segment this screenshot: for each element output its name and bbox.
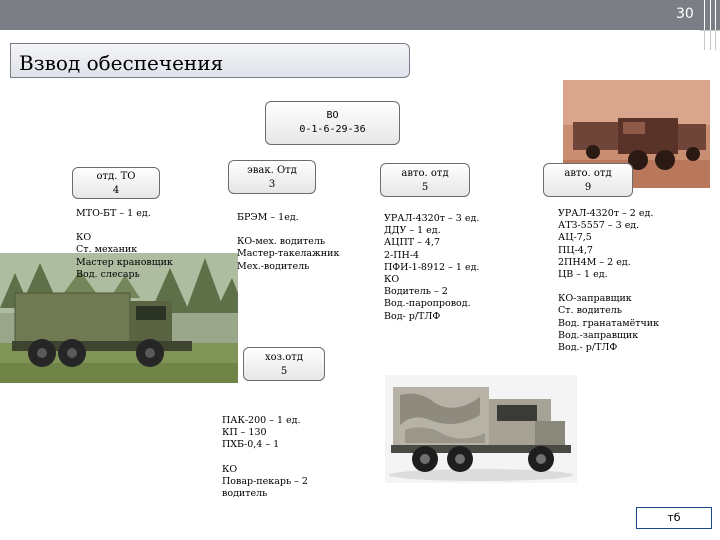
vo-numbers: 0-1-6-29-36 (299, 124, 366, 135)
list-item: БРЭМ – 1ед. (237, 212, 299, 223)
list-item: АЦПТ – 4,7 (384, 237, 440, 249)
list-item (237, 224, 339, 236)
list-item: Вод.-паропровод. (384, 298, 471, 310)
page-number: 30 (676, 6, 694, 22)
list-item: КО (384, 274, 400, 286)
list-item: Вод. гранатамётчик (558, 317, 660, 329)
list-item: ЦВ – 1 ед. (558, 269, 608, 281)
unit-evak-count: 3 (268, 179, 276, 190)
list-item: КО (222, 463, 238, 475)
unit-hoz-label: хоз.отд (264, 352, 303, 363)
unit-avto9-box (543, 163, 633, 197)
list-item: Мастер крановщик (76, 256, 173, 268)
list-item: Вод.- р/ТЛФ (558, 342, 618, 354)
list-item: КО-мех. водитель (237, 236, 326, 248)
list-item: Мастер-такелажник (237, 248, 340, 260)
list-item: ПФИ-1-8912 – 1 ед. (384, 261, 480, 273)
unit-avto5-label: авто. отд (401, 168, 449, 179)
list-item: УРАЛ-4320т – 3 ед. (384, 213, 480, 224)
list-item: водитель (222, 488, 268, 500)
list-item: АТЗ-5557 – 3 ед. (558, 220, 640, 232)
unit-evak-list (237, 212, 339, 273)
list-item (222, 452, 308, 464)
list-item: КП – 130 (222, 427, 267, 439)
list-item: АЦ-7,5 (558, 232, 592, 244)
list-item: Ст. водитель (558, 305, 622, 317)
list-item: Мех.-водитель (237, 260, 310, 272)
list-item: Вод.-заправщик (558, 329, 639, 341)
list-item: ПАК-200 – 1 ед. (222, 415, 301, 426)
vo-box (265, 101, 400, 145)
unit-avto9-list (558, 208, 659, 354)
unit-hoz-list (222, 415, 308, 500)
truck-camouflage-photo (385, 375, 577, 483)
vo-label: ВО (326, 110, 339, 121)
slide-label: тб (636, 507, 712, 529)
unit-to-list (76, 208, 173, 281)
header-stripes (700, 0, 720, 30)
list-item: 2ПН4М – 2 ед. (558, 256, 631, 268)
unit-avto5-list (384, 213, 479, 323)
list-item: Водитель – 2 (384, 286, 448, 298)
unit-avto5-box (380, 163, 470, 197)
unit-to-box (72, 167, 160, 199)
unit-hoz-box (243, 347, 325, 381)
page-title: Взвод обеспечения (19, 51, 224, 75)
list-item: Вод- р/ТЛФ (384, 310, 441, 322)
list-item: ПХБ-0,4 – 1 (222, 439, 280, 451)
list-item: 2-ПН-4 (384, 249, 420, 261)
list-item: Повар-пекарь – 2 (222, 475, 308, 487)
list-item: КО-заправщик (558, 293, 632, 305)
unit-avto9-label: авто. отд (564, 168, 612, 179)
list-item: Ст. механик (76, 244, 138, 256)
list-item: ПЦ-4,7 (558, 244, 593, 256)
header-bar (0, 0, 700, 30)
list-item: ДДУ – 1 ед. (384, 225, 441, 237)
title-box (10, 43, 410, 78)
list-item: Вод. слесарь (76, 268, 140, 280)
unit-evak-box (228, 160, 316, 194)
list-item (76, 220, 173, 232)
unit-to-label: отд. ТО (96, 171, 136, 182)
list-item: МТО-БТ – 1 ед. (76, 208, 151, 219)
list-item: УРАЛ-4320т – 2 ед. (558, 208, 654, 219)
unit-avto5-count: 5 (421, 182, 429, 193)
unit-avto9-count: 9 (584, 182, 592, 193)
unit-hoz-count: 5 (280, 366, 288, 377)
list-item (558, 281, 659, 293)
unit-to-count: 4 (112, 185, 120, 196)
list-item: КО (76, 232, 92, 244)
unit-evak-label: эвак. Отд (247, 165, 297, 176)
